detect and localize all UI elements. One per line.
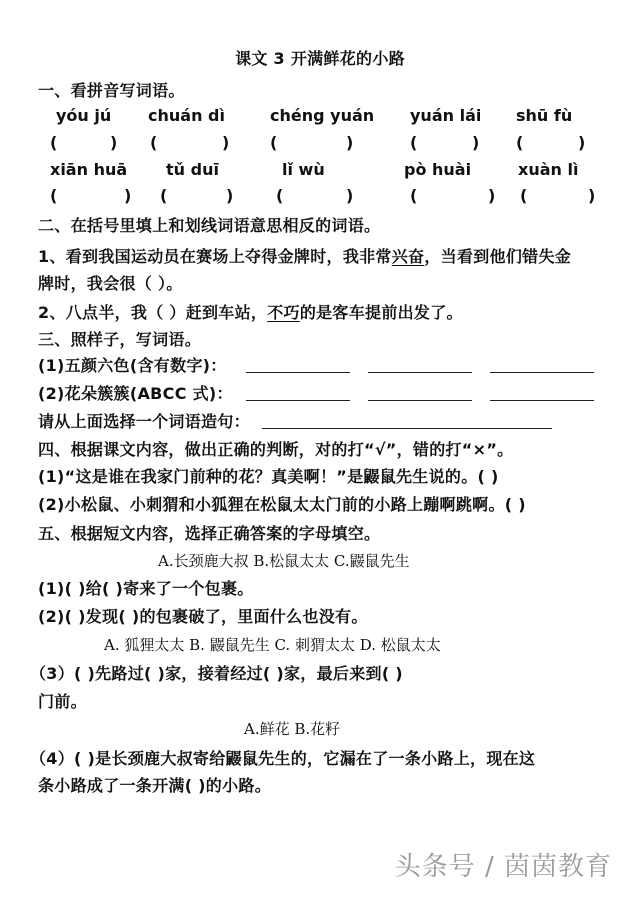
- answer-paren-right: ): [346, 186, 354, 205]
- answer-paren-left: (: [50, 133, 58, 152]
- answer-paren-left: (: [410, 186, 418, 205]
- answer-paren-left: (: [50, 186, 58, 205]
- answer-paren-left: (: [150, 133, 158, 152]
- question-5-2: (2)( )发现( )的包裹破了，里面什么也没有。: [38, 607, 368, 626]
- question-3-1: (1)五颜六色(含有数字)：: [38, 356, 227, 375]
- answer-paren-right: ): [472, 133, 480, 152]
- question-text: 的是客车提前出发了。: [299, 303, 463, 322]
- question-5-3-cont: 门前。: [38, 692, 87, 711]
- answer-blank[interactable]: [368, 400, 472, 401]
- answer-paren-left: (: [270, 133, 278, 152]
- answer-paren-right: ): [588, 186, 596, 205]
- question-text: 1、看到我国运动员在赛场上夺得金牌时，我非常: [38, 247, 392, 266]
- answer-paren-left: (: [516, 133, 524, 152]
- pinyin-9: pò huài: [404, 160, 472, 179]
- answer-paren-right: ): [110, 133, 118, 152]
- options-row-1: A.长颈鹿大叔 B.松鼠太太 C.鼹鼠先生: [158, 552, 410, 570]
- answer-paren-left: (: [520, 186, 528, 205]
- answer-blank[interactable]: [368, 372, 472, 373]
- answer-blank[interactable]: [490, 400, 594, 401]
- pinyin-8: lǐ wù: [282, 160, 325, 179]
- answer-paren-left: (: [160, 186, 168, 205]
- answer-paren-right: ): [346, 133, 354, 152]
- answer-paren-left: (: [410, 133, 418, 152]
- page-title: 课文 3 开满鲜花的小路: [235, 49, 405, 68]
- answer-blank[interactable]: [246, 400, 350, 401]
- underlined-word: 不巧: [267, 303, 300, 322]
- question-4-2: (2)小松鼠、小刺猬和小狐狸在松鼠太太门前的小路上蹦啊跳啊。( ): [38, 495, 526, 514]
- question-5-3: （3）( )先路过( )家，接着经过( )家，最后来到( ): [30, 664, 403, 683]
- section-1-heading: 一、看拼音写词语。: [38, 81, 185, 100]
- answer-paren-right: ): [226, 186, 234, 205]
- section-2-heading: 二、在括号里填上和划线词语意思相反的词语。: [38, 216, 381, 235]
- watermark: 头条号 / 茵茵教育: [394, 852, 612, 882]
- pinyin-4: yuán lái: [410, 106, 482, 125]
- question-2-1-cont: 牌时，我会很（ ）。: [38, 274, 183, 293]
- question-5-4: （4）( )是长颈鹿大叔寄给鼹鼠先生的，它漏在了一条小路上，现在这: [30, 749, 536, 768]
- question-2-2: [38, 300, 463, 323]
- section-5-heading: 五、根据短文内容，选择正确答案的字母填空。: [38, 524, 381, 543]
- answer-paren-left: (: [276, 186, 284, 205]
- pinyin-1: yóu jú: [56, 106, 112, 125]
- answer-paren-right: ): [124, 186, 132, 205]
- question-3-2: (2)花朵簇簇(ABCC 式)：: [38, 384, 233, 403]
- sentence-blank[interactable]: [262, 428, 552, 429]
- pinyin-5: shū fù: [516, 106, 573, 125]
- answer-paren-right: ): [488, 186, 496, 205]
- question-text: 2、八点半，我（ ）赶到车站，: [38, 303, 268, 322]
- pinyin-7: tǔ duī: [166, 160, 219, 179]
- question-5-4-cont: 条小路成了一条开满( )的小路。: [38, 776, 271, 795]
- answer-blank[interactable]: [246, 372, 350, 373]
- options-row-3: A.鲜花 B.花籽: [244, 720, 341, 738]
- section-3-heading: 三、照样子，写词语。: [38, 330, 202, 349]
- pinyin-10: xuàn lì: [518, 160, 579, 179]
- question-text: ，当看到他们错失金: [424, 247, 572, 266]
- answer-paren-right: ): [578, 133, 586, 152]
- underlined-word: 兴奋: [391, 247, 425, 266]
- question-4-1: (1)“这是谁在我家门前种的花？真美啊！”是鼹鼠先生说的。( ): [38, 467, 499, 486]
- pinyin-2: chuán dì: [148, 106, 225, 125]
- answer-paren-right: ): [222, 133, 230, 152]
- question-5-1: (1)( )给( )寄来了一个包裹。: [38, 579, 254, 598]
- section-4-heading: 四、根据课文内容，做出正确的判断，对的打“√”，错的打“×”。: [38, 440, 514, 459]
- question-2-1: [38, 244, 571, 267]
- options-row-2: A. 狐狸太太 B. 鼹鼠先生 C. 刺猬太太 D. 松鼠太太: [104, 636, 441, 654]
- pinyin-6: xiān huā: [50, 160, 128, 179]
- answer-blank[interactable]: [490, 372, 594, 373]
- question-3-3: 请从上面选择一个词语造句：: [38, 412, 250, 431]
- pinyin-3: chéng yuán: [270, 106, 375, 125]
